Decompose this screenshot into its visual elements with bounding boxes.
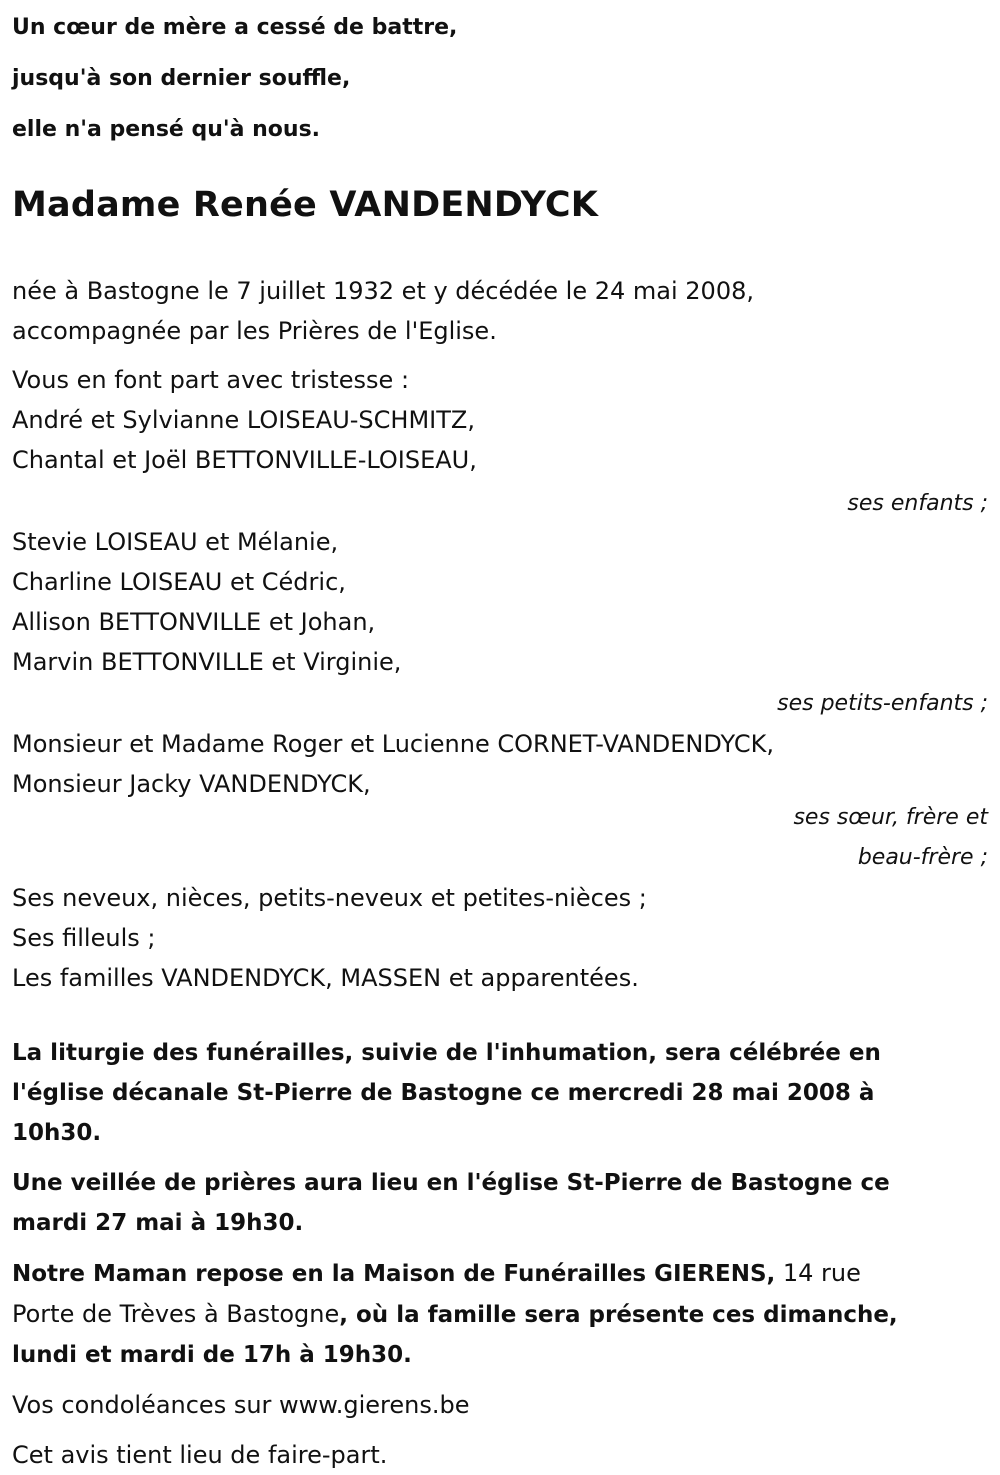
announcement-intro: Vous en font part avec tristesse :: [12, 366, 410, 394]
relation-label-children: ses enfants ;: [847, 491, 988, 516]
siblings-section: [12, 724, 990, 878]
sibling-name: Monsieur Jacky VANDENDYCK,: [12, 770, 371, 798]
grandchild-name: Charline LOISEAU et Cédric,: [12, 568, 346, 596]
visitation-line-3: [12, 1335, 990, 1375]
liturgy-line-1: La liturgie des funérailles, suivie de l'inhumation, sera célébrée en: [12, 1040, 881, 1066]
other-relatives-section: [12, 878, 990, 998]
relatives-line: Ses filleuls ;: [12, 924, 156, 952]
liturgy-paragraph: [12, 1033, 990, 1153]
relation-label-siblings-2: beau-frère ;: [857, 845, 988, 870]
poem-line-2: jusqu'à son dernier souffle,: [12, 66, 351, 91]
grandchild-name: Stevie LOISEAU et Mélanie,: [12, 528, 339, 556]
visitation-bold-2: , où la famille sera présente ces dimanche,: [339, 1302, 898, 1328]
visitation-bold-3: lundi et mardi de 17h à 19h30.: [12, 1342, 412, 1368]
visitation-paragraph: [12, 1253, 990, 1375]
visitation-address-2: Porte de Trèves à Bastogne: [12, 1300, 340, 1328]
vigil-line-2: mardi 27 mai à 19h30.: [12, 1210, 304, 1236]
sibling-name: Monsieur et Madame Roger et Lucienne CORNET-VANDENDYCK,: [12, 730, 775, 758]
deceased-name: Madame Renée VANDENDYCK: [12, 185, 599, 225]
obituary-notice: [12, 0, 990, 1475]
children-section: [12, 360, 990, 524]
visitation-line-1: [12, 1253, 990, 1294]
relation-label-siblings-1: ses sœur, frère et: [793, 805, 988, 830]
condolences-line: Vos condoléances sur www.gierens.be: [12, 1391, 470, 1419]
liturgy-line-2: l'église décanale St-Pierre de Bastogne ce mercredi 28 mai 2008 à: [12, 1080, 875, 1106]
birth-death-info: [12, 271, 990, 351]
birth-line-2: accompagnée par les Prières de l'Eglise.: [12, 317, 497, 345]
vigil-paragraph: [12, 1163, 990, 1243]
child-name: Chantal et Joël BETTONVILLE-LOISEAU,: [12, 446, 477, 474]
vigil-line-1: Une veillée de prières aura lieu en l'église St-Pierre de Bastogne ce: [12, 1170, 890, 1196]
poem-line-3: elle n'a pensé qu'à nous.: [12, 117, 321, 142]
opening-poem: [12, 2, 990, 155]
relation-label-grandchildren: ses petits-enfants ;: [777, 691, 988, 716]
visitation-bold-1: Notre Maman repose en la Maison de Funérailles GIERENS,: [12, 1261, 776, 1287]
grandchild-name: Marvin BETTONVILLE et Virginie,: [12, 648, 402, 676]
visitation-line-2: [12, 1294, 990, 1335]
poem-line-1: Un cœur de mère a cessé de battre,: [12, 15, 458, 40]
relatives-line: Ses neveux, nièces, petits-neveux et petites-nièces ;: [12, 884, 647, 912]
notice-line: Cet avis tient lieu de faire-part.: [12, 1441, 388, 1469]
grandchildren-section: [12, 522, 990, 724]
visitation-address-1: 14 rue: [775, 1259, 861, 1287]
grandchild-name: Allison BETTONVILLE et Johan,: [12, 608, 376, 636]
liturgy-line-3: 10h30.: [12, 1120, 102, 1146]
relatives-line: Les familles VANDENDYCK, MASSEN et apparentées.: [12, 964, 639, 992]
birth-line-1: née à Bastogne le 7 juillet 1932 et y décédée le 24 mai 2008,: [12, 277, 754, 305]
child-name: André et Sylvianne LOISEAU-SCHMITZ,: [12, 406, 475, 434]
